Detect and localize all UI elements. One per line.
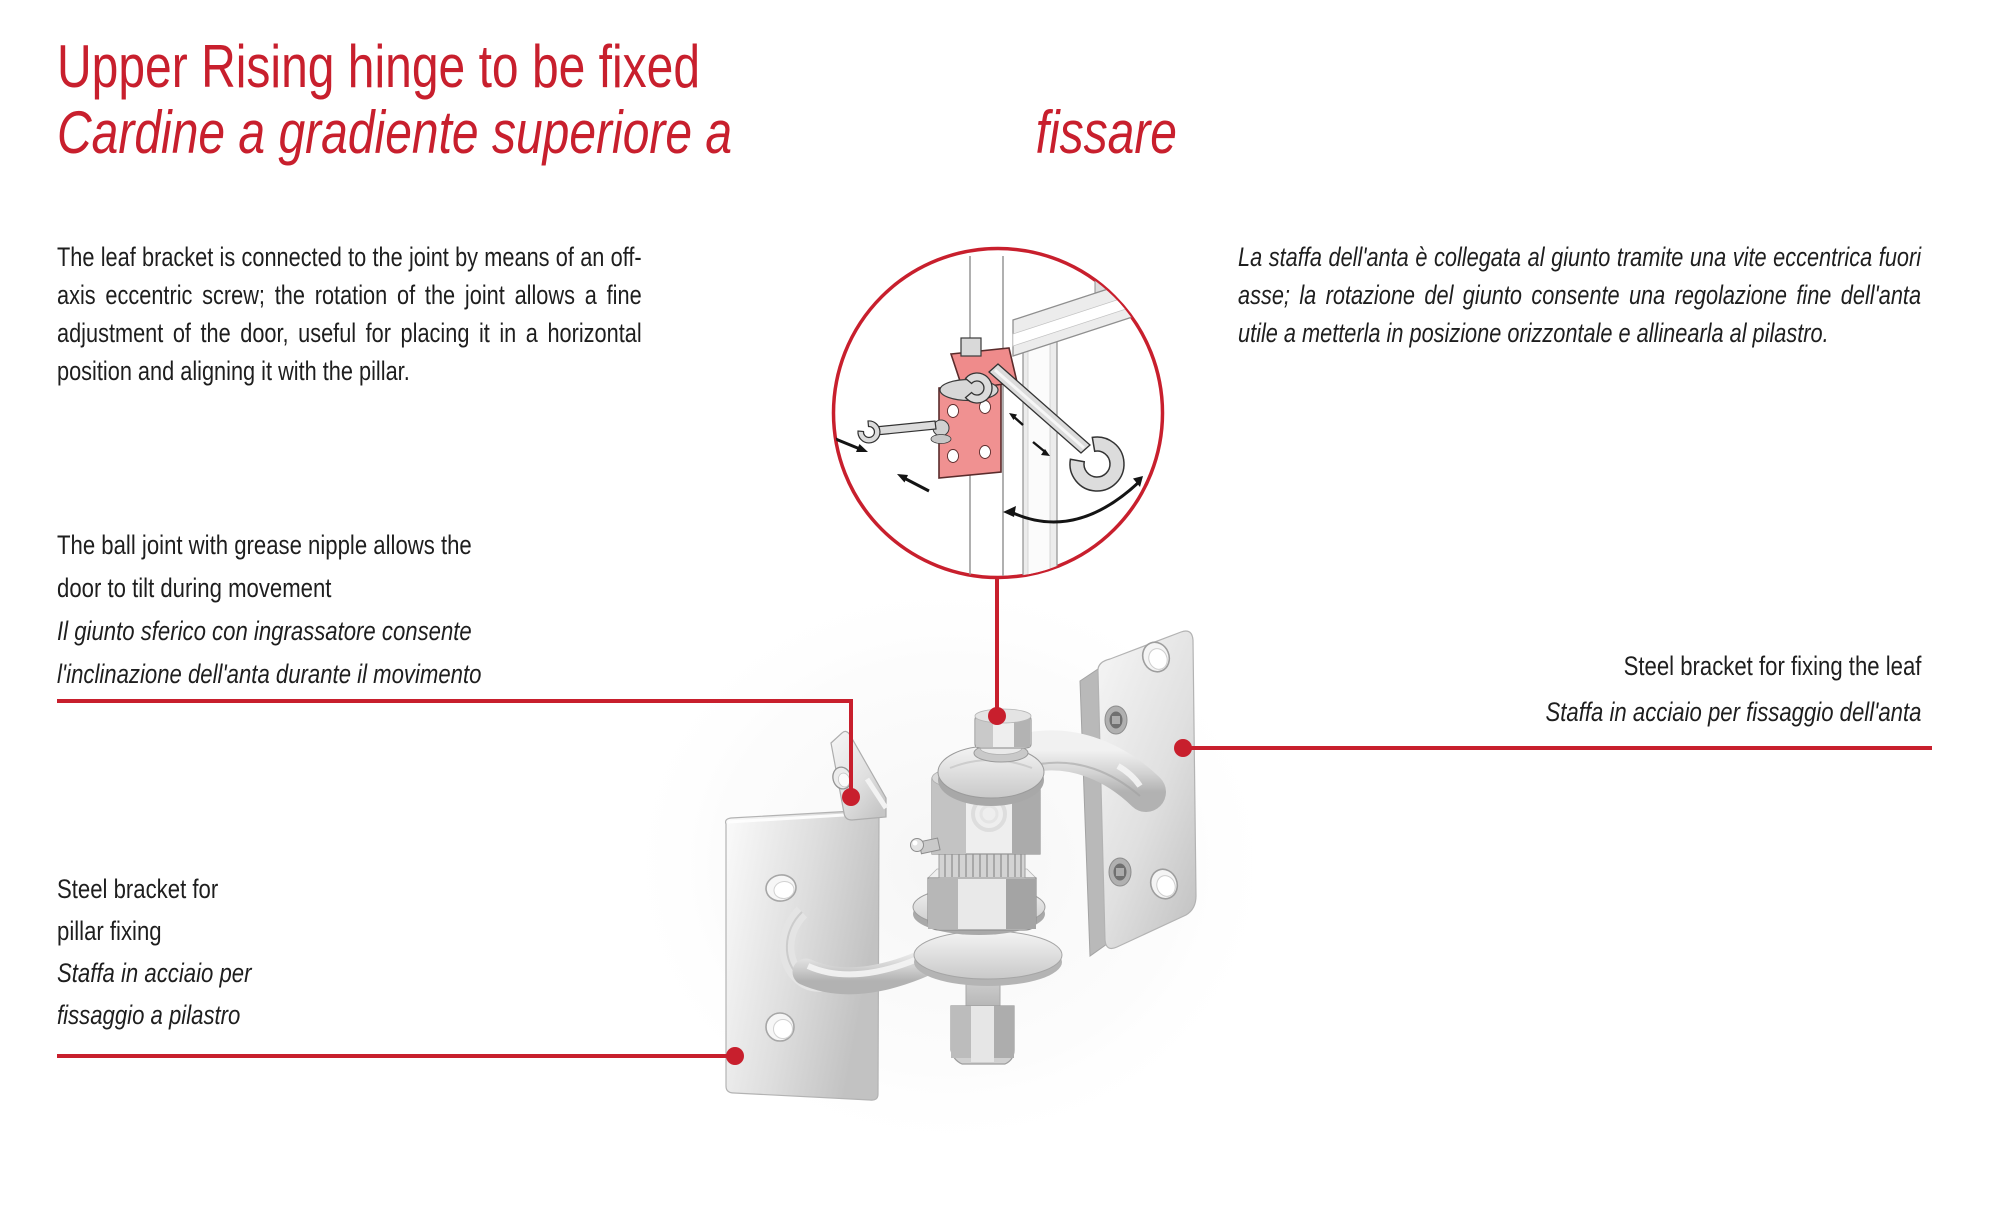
ball-joint-it-line2: l'inclinazione dell'anta durante il movimento [57, 659, 482, 689]
leaf-bracket-en: Steel bracket for fixing the leaf [1623, 651, 1921, 681]
ball-joint-en-line2: door to tilt during movement [57, 573, 332, 603]
pillar-bracket-en-line2: pillar fixing [57, 916, 162, 946]
page-title-en: Upper Rising hinge to be fixed [57, 33, 701, 100]
leaf-bracket-it: Staffa in acciaio per fissaggio dell'anta [1545, 697, 1921, 727]
intro-paragraph-it: La staffa dell'anta è collegata al giunto tramite una vite eccentrica fuori asse; la rotazione del giunto consente una regolazione fine dell'anta utile a metterla in posizione orizzontale e allinearla al pilastro. [1238, 242, 1922, 348]
pillar-bracket-it-line1: Staffa in acciaio per [57, 958, 252, 988]
callout-dot [988, 707, 1006, 725]
intro-paragraph-en: The leaf bracket is connected to the joint by means of an off-axis eccentric screw; the rotation of the joint allows a fine adjustment of the door, useful for placing it in a horizontal position and aligning it with the pillar. [57, 242, 642, 386]
callout-dot [726, 1047, 744, 1065]
pillar-bracket-en-line1: Steel bracket for [57, 874, 219, 904]
callout-dot [1174, 739, 1192, 757]
pillar-bracket-it-line2: fissaggio a pilastro [57, 1000, 241, 1030]
callout-dot [842, 788, 860, 806]
ball-joint-it-line1: Il giunto sferico con ingrassatore consente [57, 616, 472, 646]
ball-joint-en-line1: The ball joint with grease nipple allows the [57, 530, 472, 560]
page-title-it-right: fissare [1035, 99, 1177, 166]
page-title-it-left: Cardine a gradiente superiore a [57, 99, 733, 166]
callout-line-ball-joint [57, 701, 851, 790]
